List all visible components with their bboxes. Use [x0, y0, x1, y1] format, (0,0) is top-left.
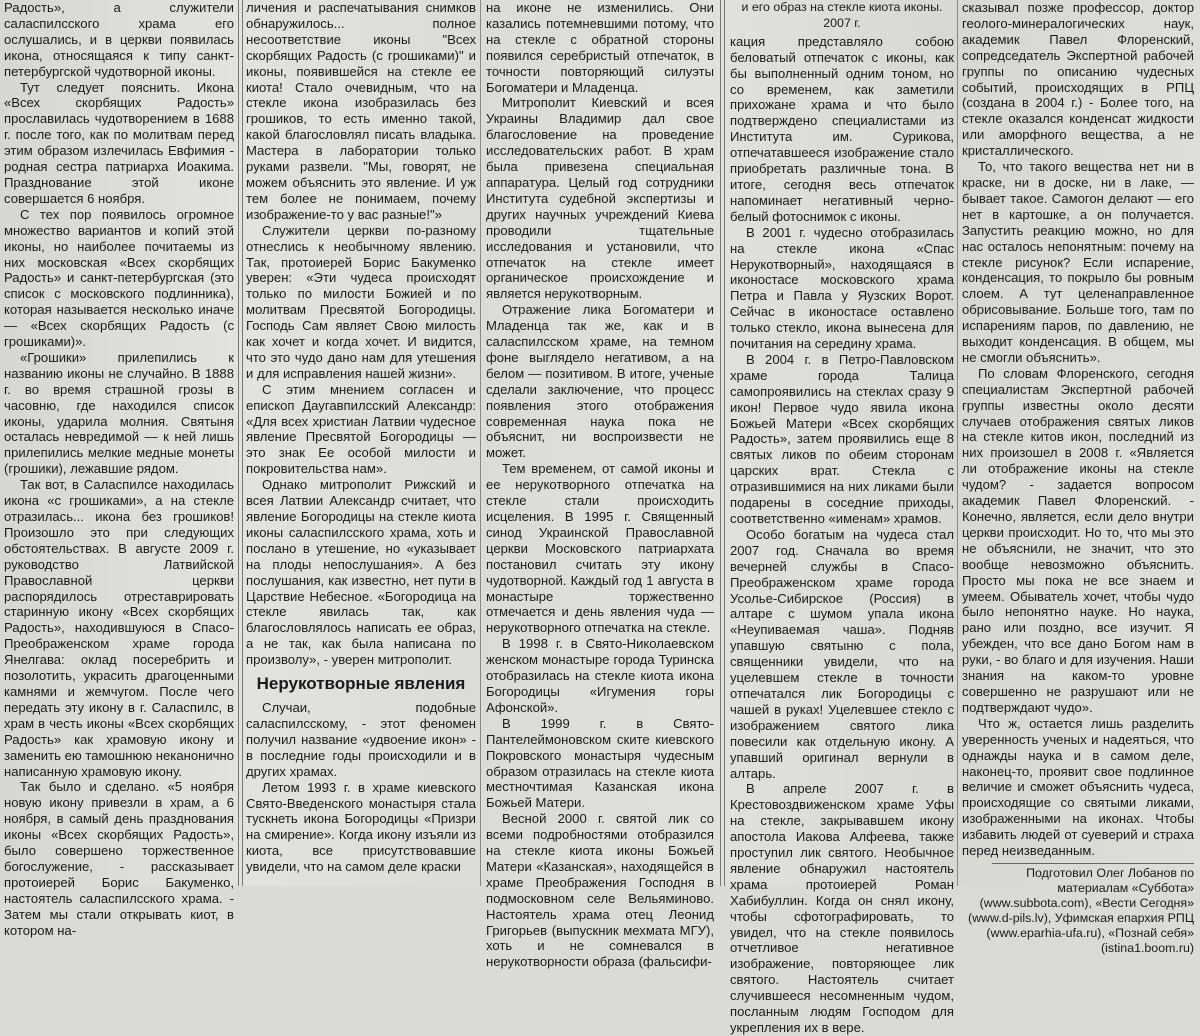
paragraph: В 2004 г. в Петро-Павловском храме города Талица самопроявились на стеклах сразу 9 икон! Первое чудо явила икона Божьей Матери «Всех скорбящих Радость», затем проявились еще 8 святых ликов по обеим сторонам царских врат. Стекла с отразившимися на них ликами были подарены в соседние приходы, соответственно «именам» храмов.: [730, 351, 954, 526]
paragraph: сказывал позже профессор, доктор геолого-минералогических наук, академик Павел Флоренский, сопредседатель Экспертной рабочей группы по описанию чудесных событий, происходящих в РПЦ (создана в 2004 г.) - Более того, на стекле оказался конденсат жидкости или аморфного вещества, а не кристаллического.: [962, 0, 1194, 159]
column-divider: [720, 0, 725, 886]
paragraph: То, что такого вещества нет ни в краске, ни в доске, ни в лаке, — бывает такое. Самогон делают — его нет в картошке, а он получается. Запустить реакцию можно, но для нас осталось непонятным: почему на стекле рисунок? Если испарение, конденсация, то покрыло бы ровным слоем. А тут целенаправленное обрисовывание. Больше того, там по испарениям паров, по давлению, не выходит конденсация. В общем, мы не смогли объяснить».: [962, 159, 1194, 365]
paragraph: кация представляло собою беловатый отпечаток с иконы, как бы выполненный одним тоном, но со временем, как заметили прихожане храма и что было подтверждено специалистами из Института им. Сурикова, отпечатавшееся изображение стало приобретать различные тона. В итоге, сегодня весь отпечаток напоминает негативный черно-белый фотоснимок с иконы.: [730, 33, 954, 224]
paragraph: В апреле 2007 г. в Крестовоздвиженском храме Уфы на стекле, закрывавшем икону апостола Иакова Алфеева, также проступил лик святого. Необычное явление обнаружил настоятель храма протоиерей Роман Хабибуллин. Когда он снял икону, чтобы сфотографировать, то увидел, что на стекле появилось отчетливое негативное изображение, повторяющее лик святого. Настоятель считает случившееся несомненным чудом, посланным людям Господом для укрепления их в вере.: [730, 781, 954, 1035]
paragraph: Однако митрополит Рижский и всея Латвии Александр считает, что явление Богородицы на стекле киота иконы саласпилсского храма, хоть и послано в утешение, но «указывает на плоды непослушания». А без послушания, как известно, нет пути в Царствие Небесное. «Богородица на стекле явилась так, как благословлялось написать ее образ, а не так, как была написана по произволу», - уверен митрополит.: [246, 477, 476, 668]
column-3: [486, 0, 714, 970]
paragraph: Особо богатым на чудеса стал 2007 год. Сначала во время вечерней службы в Спасо-Преображенском храме города Усолье-Сибирское (Россия) в алтаре с шумом упала икона «Неупиваемая чаша». Подняв упавшую святыню с пола, священники увидели, что на уцелевшем стекле в точности отпечатался лик Богородицы с чашей в руках! Уцелевшее стекло с изображением святого лика повесили как отдельную икону. А упавший оригинал вернули в алтарь.: [730, 526, 954, 781]
credit-divider: [992, 863, 1194, 864]
paragraph: С тех пор появилось огромное множество вариантов и копий этой иконы, но наиболее почитаемы из них московская «Всех скорбящих Радость» и санкт-петербургская (это список с московского подлинника), которая называется несколько иначе — «Всех скорбящих Радость (с грошиками)».: [4, 206, 234, 350]
paragraph: Так было и сделано. «5 ноября новую икону привезли в храм, а 6 ноября, в самый день празднования иконы «Всех скорбящих Радость», было совершено торжественное богослужение, - рассказывает протоиерей Борис Бакуменко, настоятель саласпилсского храма. - Затем мы стали открывать киот, в котором на-: [4, 779, 234, 938]
paragraph: Летом 1993 г. в храме киевского Свято-Введенского монастыря стала тускнеть икона Богородицы «Призри на смирение». Когда икону изъяли из киота, все присутствовавшие увидели, что на самом деле краски: [246, 779, 476, 875]
paragraph: Отражение лика Богоматери и Младенца так же, как и в саласпилсском храме, на темном фоне выглядело негативом, а на белом — позитивом. В итоге, ученые сделали заключение, что процесс появления этого отображения современная наука пока не объяснит, ни воспроизвести не может.: [486, 302, 714, 461]
photo-caption: и его образ на стекле киота иконы. 2007 г.: [741, 0, 943, 30]
paragraph: С этим мнением согласен и епископ Даугавпилсский Александр: «Для всех христиан Латвии чудесное явление Пресвятой Богородицы — это знак Ее особой милости и покровительства нам».: [246, 381, 476, 477]
paragraph: По словам Флоренского, сегодня специалистам Экспертной рабочей группы известны около десяти случаев отображения святых ликов на стекле китов икон, последний из них произошел в 2008 г. «Является ли отображение иконы на стекле чудом? - задается вопросом академик Павел Флоренский. - Конечно, является, если дело внутри церкви происходит. Но то, что мы это не объяснили, не значит, что это вообще невозможно объяснить. Просто мы пока не все знаем и умеем. Обыватель хочет, чтобы чудо было непонятно науке. Но наука, рано или поздно, все изучит. Я убежден, что все дано Богом нам в руки, - во благо и для изучения. Наши знания на каком-то уровне совершенно не разрушают или не подтверждают чудо».: [962, 365, 1194, 715]
paragraph: В 1999 г. в Свято-Пантелеймоновском ските киевского Покровского монастыря чудесным образом отразилась на стекле киота местночтимая Казанская икона Божьей Матери.: [486, 715, 714, 811]
paragraph: Тут следует пояснить. Икона «Всех скорбящих Радость» прославилась чудотворением в 1688 г. после того, как по молитвам перед этим образом излечилась Евфимия - родная сестра патриарха Иоакима. Празднование этой иконе совершается 6 ноября.: [4, 79, 234, 206]
paragraph: Весной 2000 г. святой лик со всеми подробностями отобразился на стекле киота иконы Божьей Матери «Казанская», находящейся в храме Преображения Господня в подмосковном селе Вельяминово. Настоятель храма отец Леонид Григорьев (выпускник мехмата МГУ), хоть и не сомневался в нерукотворности образа (фальсифи-: [486, 811, 714, 970]
paragraph: Тем временем, от самой иконы и ее нерукотворного отпечатка на стекле стали происходить исцеления. В 1995 г. Священный синод Украинской Православной церкви Московского патриархата постановил считать эту икону чудотворной. Каждый год 1 августа в монастыре торжественно отмечается и день явления чуда — нерукотворного отпечатка на стекле.: [486, 461, 714, 636]
paragraph: Так вот, в Саласпилсе находилась икона «с грошиками», а на стекле отразилась... икона без грошиков! Произошло это при следующих обстоятельствах. В августе 2009 г. руководство Латвийской Православной церкви распорядилось отреставрировать старинную икону «Всех скорбящих Радость», находившуюся в Спасо-Преображенском храме города Янелгава: оклад посеребрить и позолотить, украсить драгоценными камнями и жемчугом. После чего передать эту икону в г. Саласпилс, в храм в честь иконы «Всех скорбящих Радость» как храмовую икону и заменить ею тамошнюю неканонично написанную храмовую икону.: [4, 477, 234, 779]
paragraph: В 1998 г. в Свято-Николаевском женском монастыре города Туринска отобразилась на стекле киота икона Богородицы «Игумения горы Афонской».: [486, 636, 714, 715]
section-heading: Нерукотворные явления: [256, 674, 466, 694]
column-1: [4, 0, 234, 938]
paragraph: Что ж, остается лишь разделить уверенность ученых и надеяться, что однажды наука и в самом деле, наконец-то, проявит свое подлинное величие и сможет объяснить чудеса, происходящие со святыми ликами, изображенными на иконах. Чтобы избавить людей от суеверий и страха перед неизведанным.: [962, 715, 1194, 859]
paragraph: Служители церкви по-разному отнеслись к необычному явлению. Так, протоиерей Борис Бакуменко уверен: «Эти чудеса происходят только по милости Божией и по молитвам Пресвятой Богородицы. Господь Сам являет Свою милость как хочет и когда хочет. И видится, что это чудо дано нам для утешения и для исправления нашей жизни».: [246, 222, 476, 381]
column-5: [962, 0, 1194, 955]
article-credit: Подготовил Олег Лобанов по материалам «Суббота» (www.subbota.com), «Вести Сегодня» (www.d-pils.lv), Уфимская епархия РПЦ (www.eparhia-ufa.ru), «Познай себя» (istina1.boom.ru): [967, 865, 1194, 955]
paragraph: на иконе не изменились. Они казались потемневшими потому, что на стекле с обратной стороны появился серебристый отпечаток, в точности повторяющий силуэты Богоматери и Младенца.: [486, 0, 714, 95]
paragraph: Радость», а служители саласпилсского храма его ослушались, и в церкви появилась икона, относящаяся к типу санкт-петербургской чудотворной иконы.: [4, 0, 234, 79]
paragraph: личения и распечатывания снимков обнаружилось... полное несоответствие иконы "Всех скорбящих Радость (с грошиками)" и иконы, появившейся на стекле ее киота! Стало очевидным, что на стекле икона изобразилась без грошиков, то есть именно такой, какой благословлял писать владыка. Мастера в лаборатории только руками развели. "Мы, говорят, не можем объяснить это явление. И уж тем более не понимаем, почему изображение-то у вас разные!"»: [246, 0, 476, 222]
column-2: [246, 0, 476, 886]
paragraph: Митрополит Киевский и всея Украины Владимир дал свое благословение на проведение исследовательских работ. В храм была привезена специальная аппаратура. Целый год сотрудники Института судебной экспертизы и других научных учреждений Киева проводили тщательные исследования и установили, что отпечаток на стекле имеет органическое происхождение и является нерукотворным.: [486, 95, 714, 302]
column-divider: [480, 0, 481, 886]
paragraph: «Грошики» прилепились к названию иконы не случайно. В 1888 г. во время страшной грозы в часовню, где находился список иконы, ударила молния. Святыня осталась невредимой — к ней лишь прилепились мелкие медные монеты (грошики), лежавшие рядом.: [4, 349, 234, 477]
column-4: [730, 0, 954, 1035]
column-divider: [238, 0, 243, 886]
paragraph: Случаи, подобные саласпилсскому, - этот феномен получил название «удвоение икон» - в последние годы происходили и в других храмах.: [246, 700, 476, 779]
paragraph: В 2001 г. чудесно отобразилась на стекле икона «Спас Нерукотворный», находящаяся в иконостасе московского храма Петра и Павла у Яузских Ворот. Сейчас в иконостасе оставлено только стекло, икона вынесена для почитания на середину храма.: [730, 224, 954, 352]
column-divider: [957, 0, 958, 886]
